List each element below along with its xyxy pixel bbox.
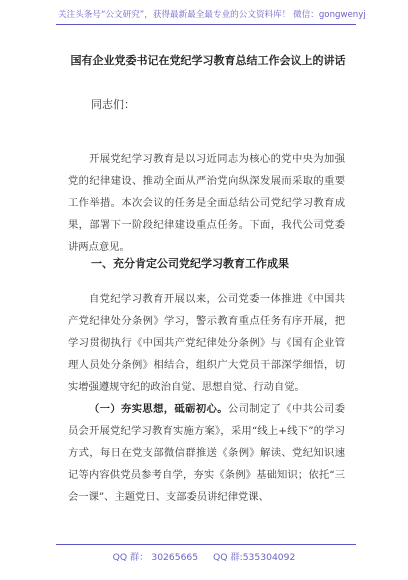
bottom-rule <box>56 544 356 545</box>
top-banner: 关注头条号“公文研究”，获得最新最全最专业的公文资料库！ 微信：gongwenyj <box>58 10 366 20</box>
footer-qq2: QQ 群:535304092 <box>213 552 296 563</box>
footer-qq1: QQ 群： 30265665 <box>112 552 199 563</box>
document-title: 国有企业党委书记在党纪学习教育总结工作会议上的讲话 <box>70 54 346 67</box>
sub1-body: 公司制定了《中共公司委员会开展党纪学习教育实施方案》，采用“线上+线下”的学习方式，每日在党支部微信群推送《条例》解读、党纪知识速记等内容供党员参考自学，夯实《条例》基础知识；依托“三会一课”、主题党日、支部委员讲纪律党课、 <box>68 403 346 503</box>
footer <box>0 549 408 563</box>
sub1-paragraph <box>68 398 345 508</box>
sub1-heading: （一）夯实思想，砥砺初心。 <box>89 403 228 415</box>
top-rule <box>56 24 356 25</box>
section1-paragraph: 自党纪学习教育开展以来，公司党委一体推进《中国共产党纪律处分条例》学习，警示教育重点任务有序开展，把学习贯彻执行《中国共产党纪律处分条例》与《国有企业管理人员处分条例》相结合，组织广大党员干部深学细悟，切实增强遵规守纪的政治自觉、思想自觉、行动自觉。 <box>68 293 345 393</box>
intro-paragraph: 开展党纪学习教育是以习近同志为核心的党中央为加强党的纪律建设、推动全面从严治党向纵深发展而采取的重要工作举措。本次会议的任务是全面总结公司党纪学习教育成果，部署下一阶段纪律建设重点任务。下面，我代公司党委讲两点意见。 <box>68 153 345 253</box>
salutation: 同志们： <box>91 98 135 111</box>
section1-heading: 一、充分肯定公司党纪学习教育工作成果 <box>91 257 289 270</box>
